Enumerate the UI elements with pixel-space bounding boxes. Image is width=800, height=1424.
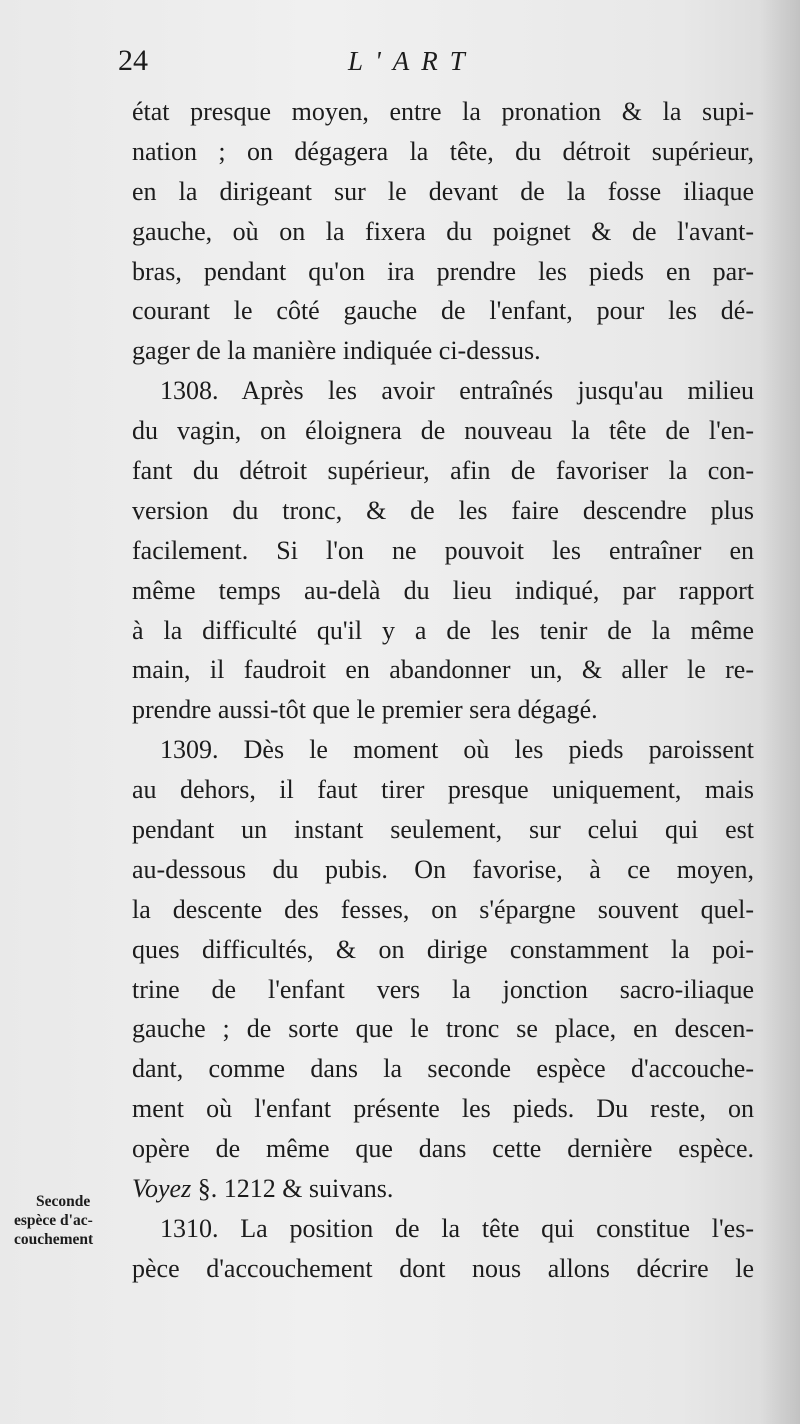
paragraph-start-1308: 1308. Après les avoir entraînés jusqu'au milieu bbox=[160, 376, 754, 406]
margin-note-line: Seconde bbox=[36, 1193, 91, 1210]
text-line: à la difficulté qu'il y a de les tenir de la même bbox=[132, 615, 754, 645]
text-line: pèce d'accouchement dont nous allons décrire le bbox=[132, 1253, 754, 1283]
text-line: pendant un instant seulement, sur celui qui est bbox=[132, 815, 754, 845]
text-line: fant du détroit supérieur, afin de favoriser la con- bbox=[132, 456, 754, 486]
text-line: opère de même que dans cette dernière espèce. bbox=[132, 1134, 754, 1164]
text-line: dant, comme dans la seconde espèce d'accouche- bbox=[132, 1054, 754, 1084]
page-edge-shadow bbox=[760, 0, 800, 1424]
text-line: ment où l'enfant présente les pieds. Du reste, on bbox=[132, 1094, 754, 1124]
text-line: la descente des fesses, on s'épargne souvent quel- bbox=[132, 894, 754, 924]
text-line: trine de l'enfant vers la jonction sacro-iliaque bbox=[132, 974, 754, 1004]
text-line: bras, pendant qu'on ira prendre les pieds en par- bbox=[132, 256, 754, 286]
page-number: 24 bbox=[118, 44, 148, 77]
page-header bbox=[118, 44, 758, 84]
text-line: courant le côté gauche de l'enfant, pour les dé- bbox=[132, 296, 754, 326]
text-line: en la dirigeant sur le devant de la fosse iliaque bbox=[132, 176, 754, 206]
paragraph-start-1309: 1309. Dès le moment où les pieds paroissent bbox=[160, 735, 754, 765]
text-line: main, il faudroit en abandonner un, & aller le re- bbox=[132, 655, 754, 685]
text-line: gauche ; de sorte que le tronc se place, en descen- bbox=[132, 1014, 754, 1044]
text-line: nation ; on dégagera la tête, du détroit supérieur, bbox=[132, 136, 754, 166]
text-line: ques difficultés, & on dirige constamment la poi- bbox=[132, 934, 754, 964]
text-line: au-dessous du pubis. On favorise, à ce moyen, bbox=[132, 854, 754, 884]
text-line: prendre aussi-tôt que le premier sera dégagé. bbox=[132, 695, 598, 725]
body-text bbox=[132, 92, 754, 1289]
cross-reference-line: Voyez §. 1212 & suivans. bbox=[132, 1174, 394, 1204]
running-title: L'ART bbox=[348, 46, 477, 76]
text-line: du vagin, on éloignera de nouveau la tête de l'en- bbox=[132, 416, 754, 446]
margin-note-line: couchement bbox=[14, 1231, 94, 1248]
margin-note-line: espèce d'ac- bbox=[14, 1212, 93, 1229]
text-line: version du tronc, & de les faire descendre plus bbox=[132, 495, 754, 525]
text-line: état presque moyen, entre la pronation & la supi- bbox=[132, 97, 754, 126]
margin-note bbox=[14, 1192, 140, 1249]
text-line: facilement. Si l'on ne pouvoit les entraîner en bbox=[132, 535, 754, 565]
paragraph-start-1310: 1310. La position de la tête qui constitue l'es- bbox=[160, 1213, 754, 1243]
text-line: au dehors, il faut tirer presque uniquement, mais bbox=[132, 775, 754, 805]
text-line: même temps au-delà du lieu indiqué, par rapport bbox=[132, 575, 754, 605]
text-line: gager de la manière indiquée ci-dessus. bbox=[132, 336, 541, 366]
text-line: gauche, où on la fixera du poignet & de l'avant- bbox=[132, 216, 754, 246]
